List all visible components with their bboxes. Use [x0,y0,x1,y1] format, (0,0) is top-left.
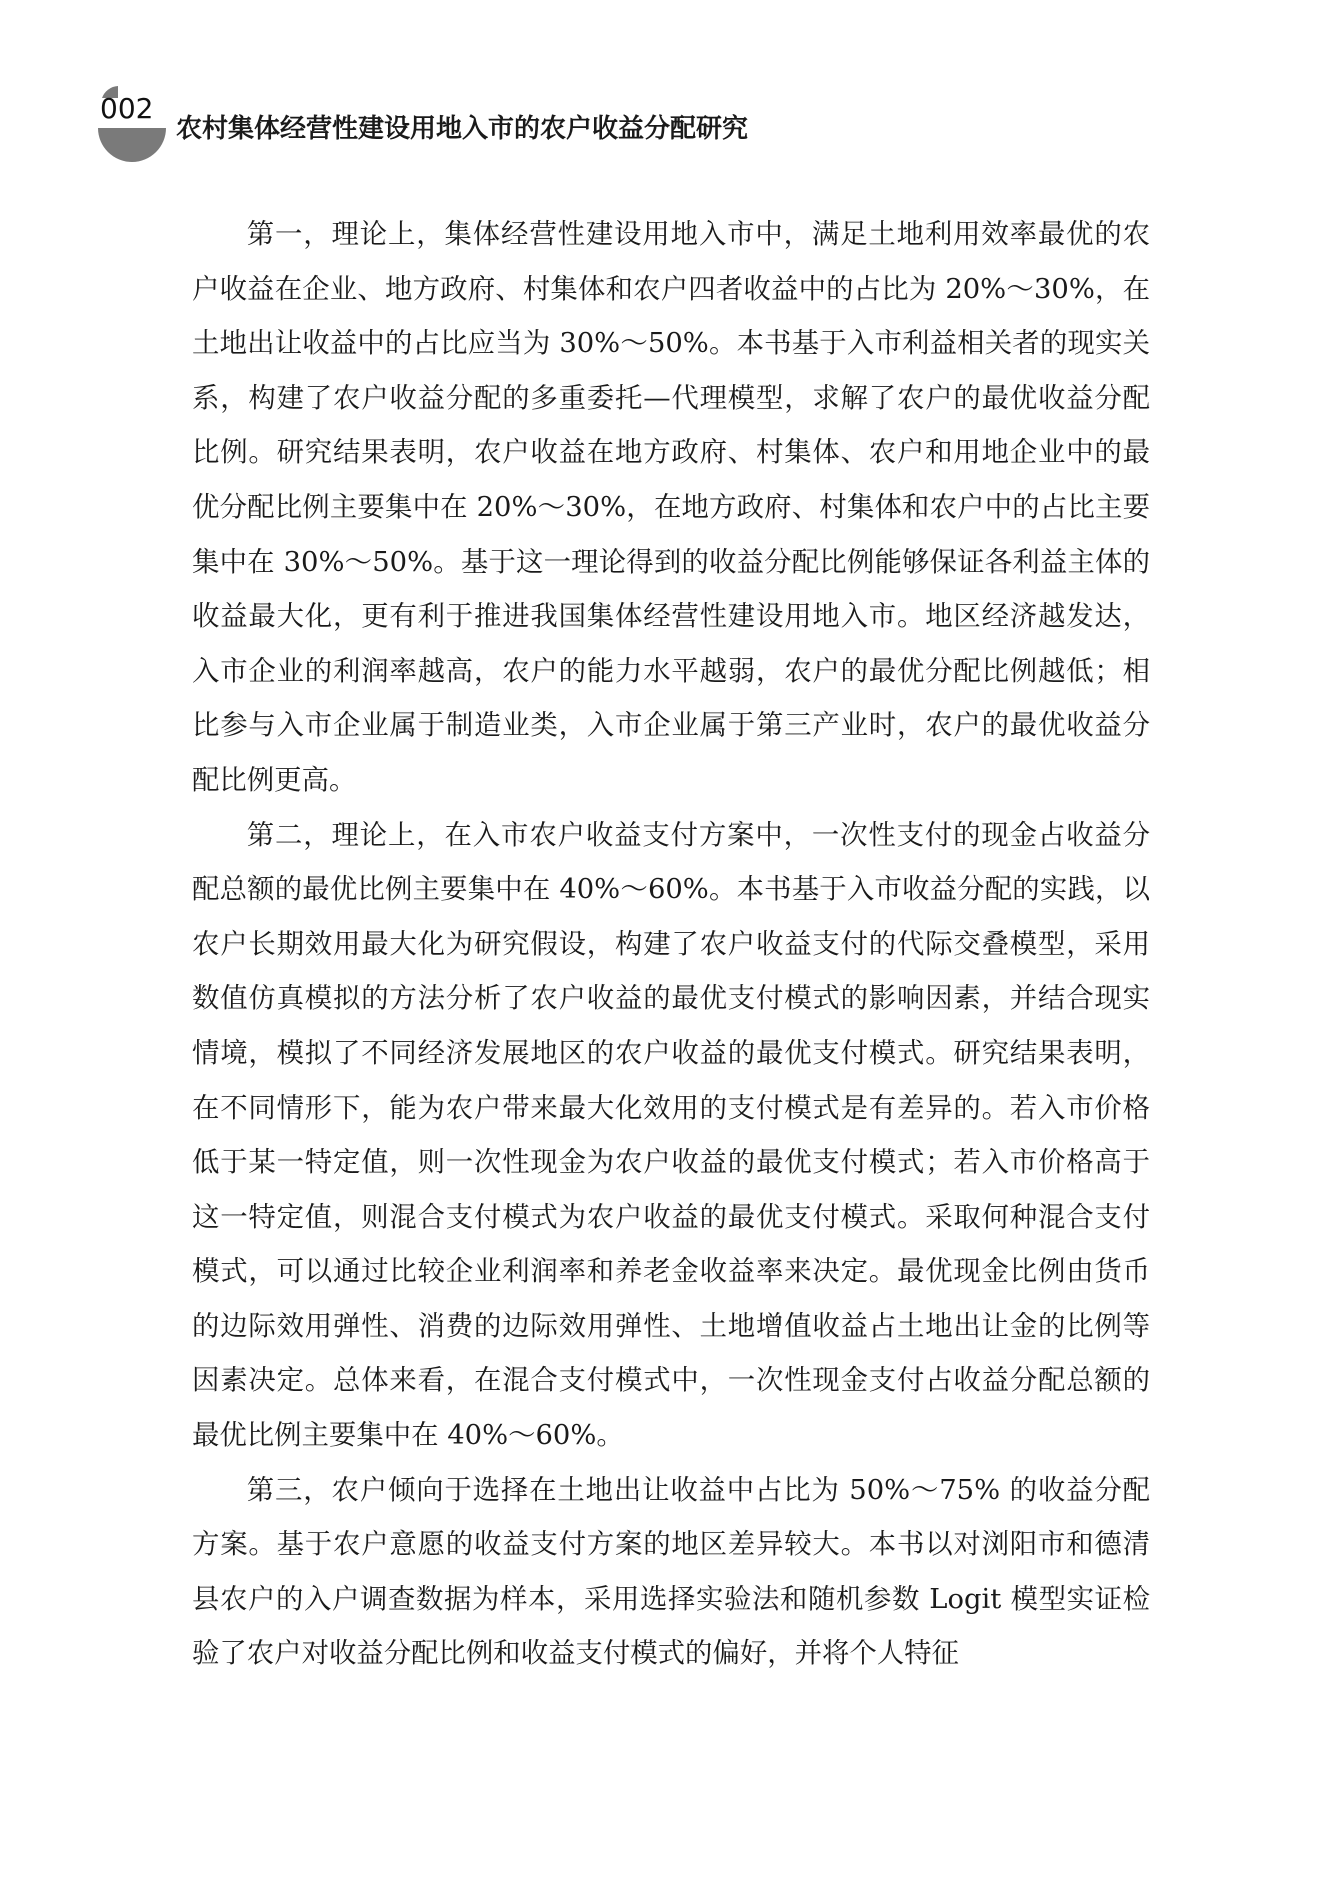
body-text [192,208,1150,1682]
page-header [96,84,1196,164]
paragraph-3: 第三，农户倾向于选择在土地出让收益中占比为 50%～75% 的收益分配方案。基于农户意愿的收益支付方案的地区差异较大。本书以对浏阳市和德清县农户的入户调查数据为样本，采用选择实验法和随机参数 Logit 模型实证检验了农户对收益分配比例和收益支付模式的偏好，并将个人特征 [192,1474,1150,1670]
page-number-badge [96,84,168,164]
paragraph-2: 第二，理论上，在入市农户收益支付方案中，一次性支付的现金占收益分配总额的最优比例主要集中在 40%～60%。本书基于入市收益分配的实践，以农户长期效用最大化为研究假设，构建了农户收益支付的代际交叠模型，采用数值仿真模拟的方法分析了农户收益的最优支付模式的影响因素，并结合现实情境，模拟了不同经济发展地区的农户收益的最优支付模式。研究结果表明，在不同情形下，能为农户带来最大化效用的支付模式是有差异的。若入市价格低于某一特定值，则一次性现金为农户收益的最优支付模式；若入市价格高于这一特定值，则混合支付模式为农户收益的最优支付模式。采取何种混合支付模式，可以通过比较企业利润率和养老金收益率来决定。最优现金比例由货币的边际效用弹性、消费的边际效用弹性、土地增值收益占土地出让金的比例等因素决定。总体来看，在混合支付模式中，一次性现金支付占收益分配总额的最优比例主要集中在 40%～60%。 [192,819,1150,1452]
page-number: 002 [100,92,154,125]
running-title: 农村集体经营性建设用地入市的农户收益分配研究 [176,114,749,144]
paragraph-1: 第一，理论上，集体经营性建设用地入市中，满足土地利用效率最优的农户收益在企业、地方政府、村集体和农户四者收益中的占比为 20%～30%，在土地出让收益中的占比应当为 30%～50%。本书基于入市利益相关者的现实关系，构建了农户收益分配的多重委托—代理模型，求解了农户的最优收益分配比例。研究结果表明，农户收益在地方政府、村集体、农户和用地企业中的最优分配比例主要集中在 20%～30%，在地方政府、村集体和农户中的占比主要集中在 30%～50%。基于这一理论得到的收益分配比例能够保证各利益主体的收益最大化，更有利于推进我国集体经营性建设用地入市。地区经济越发达，入市企业的利润率越高，农户的能力水平越弱，农户的最优分配比例越低；相比参与入市企业属于制造业类，入市企业属于第三产业时，农户的最优收益分配比例更高。 [192,219,1150,796]
